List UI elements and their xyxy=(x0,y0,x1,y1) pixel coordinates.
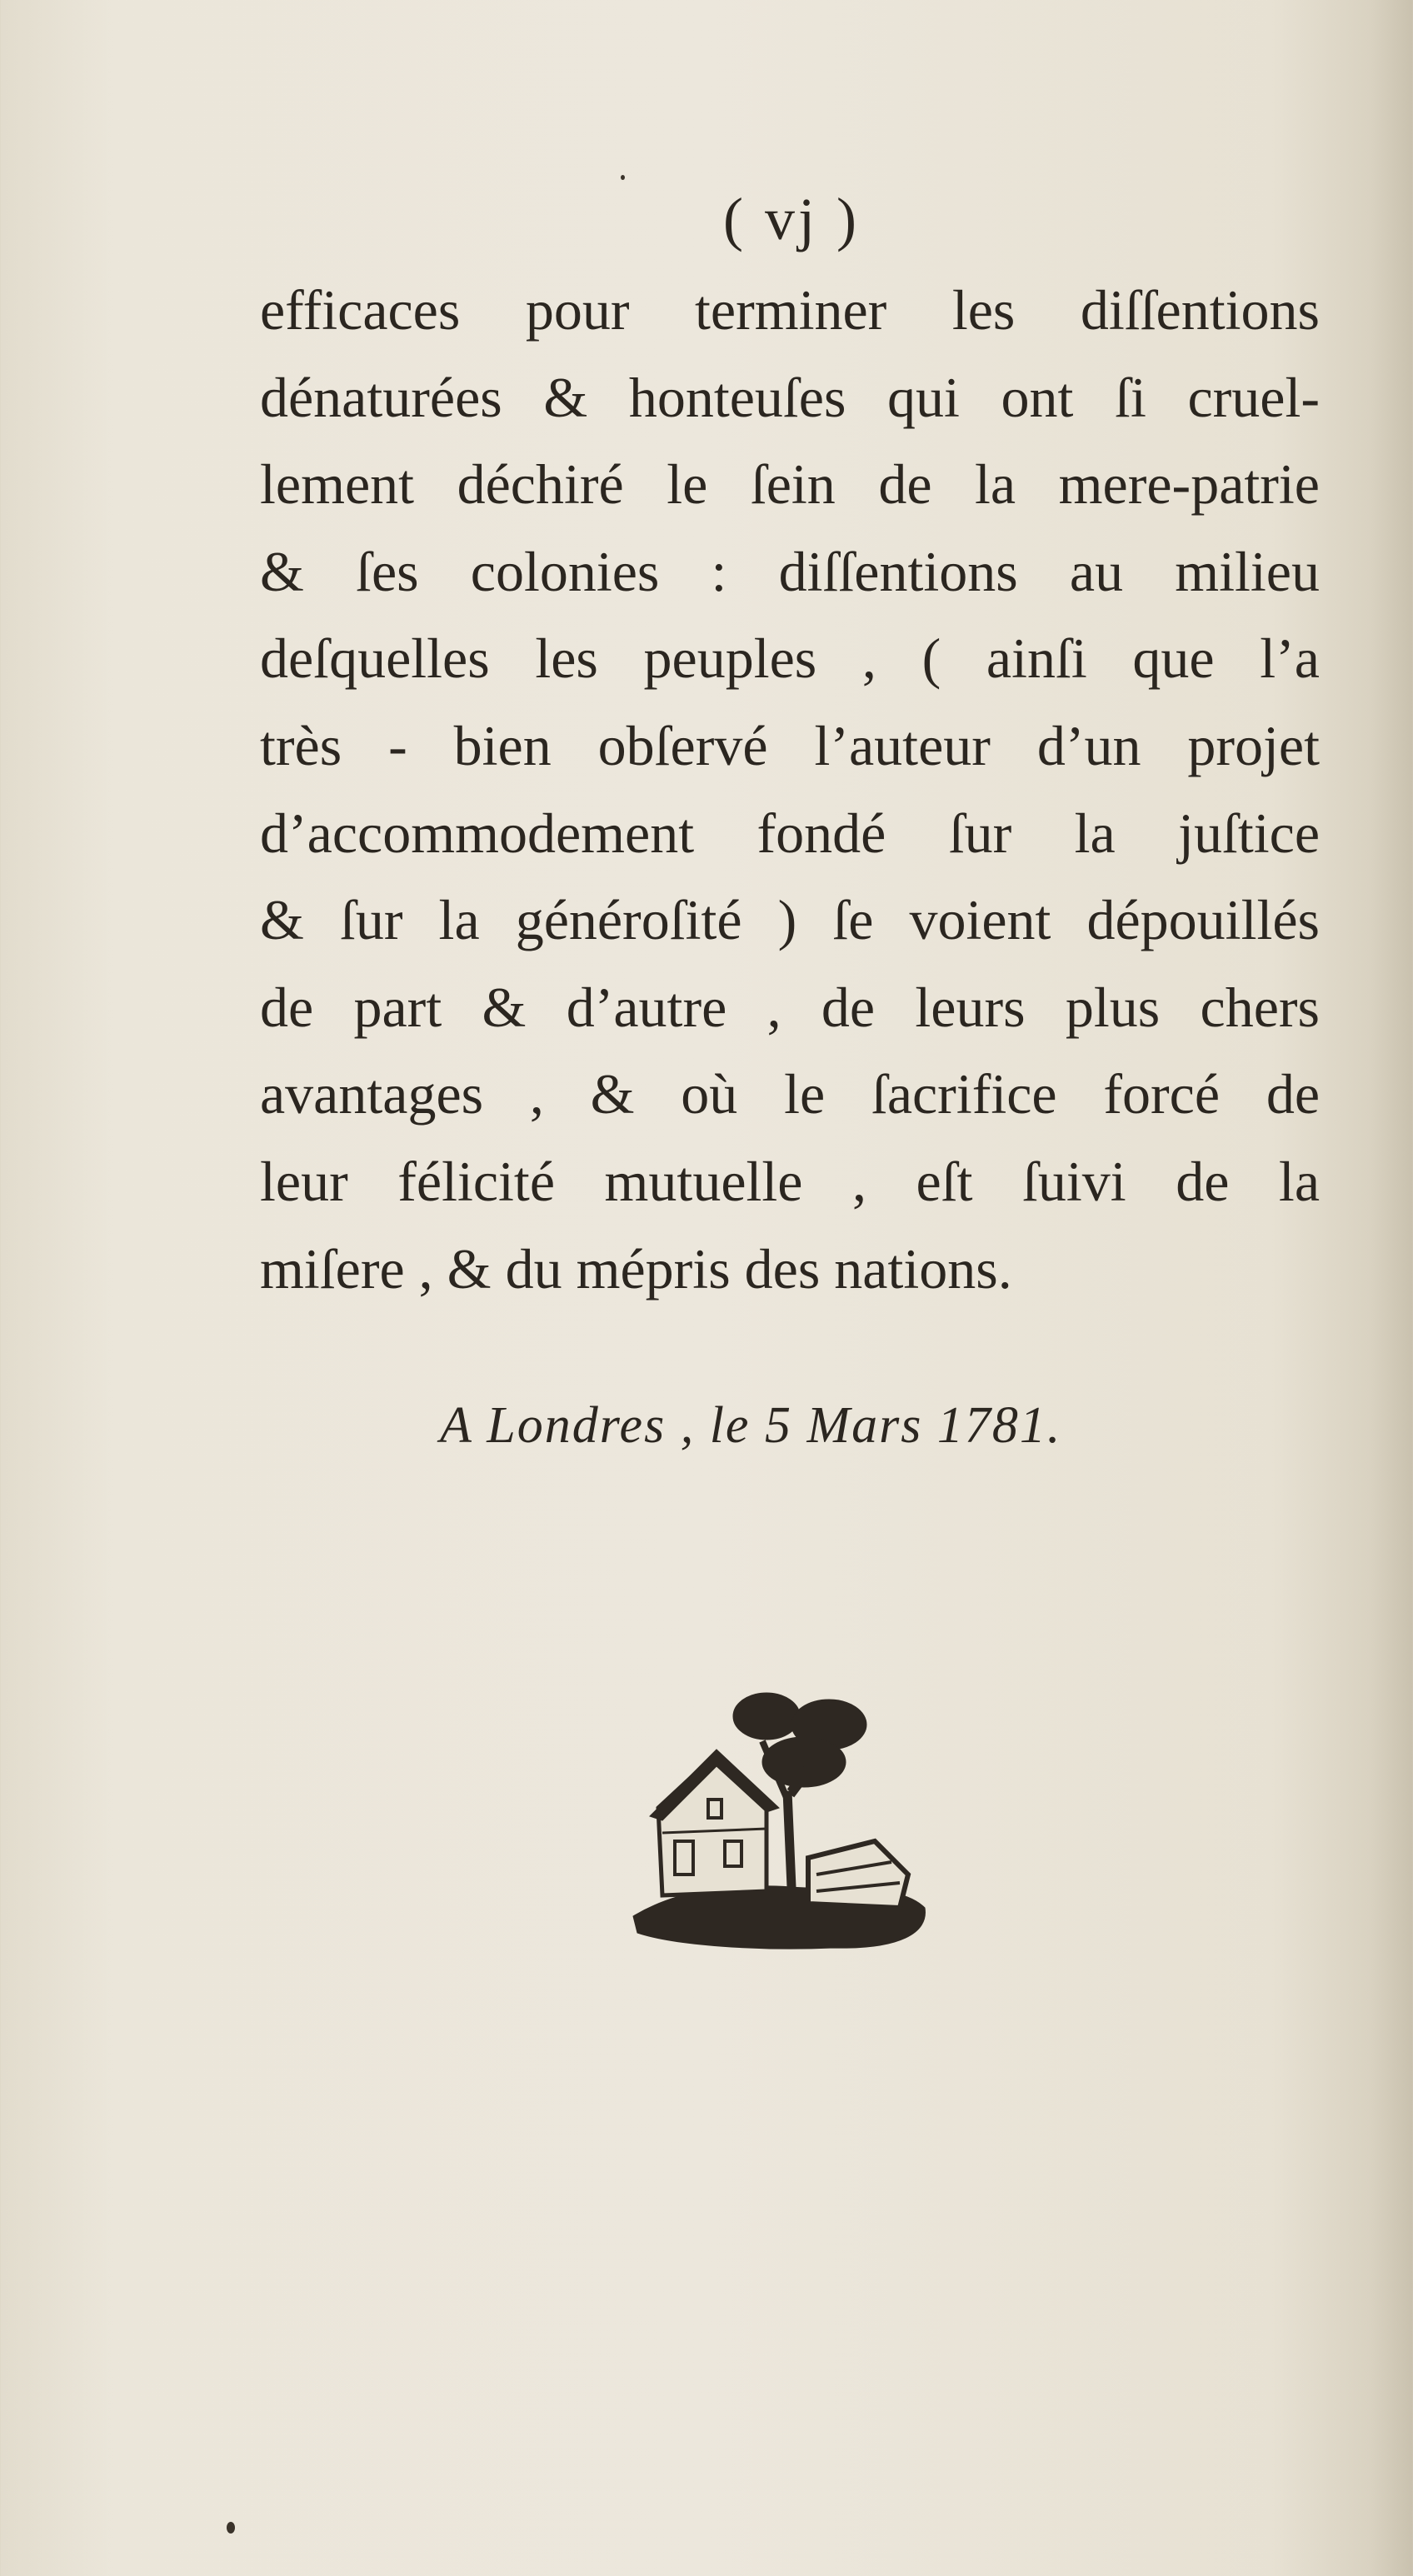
text-line: de part & d’autre , de leurs plus chers xyxy=(260,975,1320,1039)
text-line: très - bien obſervé l’auteur d’un projet xyxy=(260,713,1320,777)
text-line: avantages , & où le ſacrifice forcé de xyxy=(260,1062,1320,1126)
page-number: ( vj ) xyxy=(723,186,860,252)
text-line: dénaturées & honteuſes qui ont ſi cruel- xyxy=(260,365,1320,429)
ink-speck xyxy=(621,175,625,180)
text-line: deſquelles les peuples , ( ainſi que l’a xyxy=(260,627,1320,691)
text-line: leur félicité mutuelle , eſt ſuivi de la xyxy=(260,1149,1320,1213)
ink-speck xyxy=(227,2522,235,2534)
text-line: miſere , & du mépris des nations. xyxy=(260,1236,1012,1300)
body-text xyxy=(260,267,1320,1312)
text-line: efficaces pour terminer les diſſentions xyxy=(260,278,1320,342)
text-line: & ſur la généroſité ) ſe voient dépouillés xyxy=(260,888,1320,952)
woodcut-vignette-icon xyxy=(625,1683,933,1958)
text-line: d’accommodement fondé ſur la juſtice xyxy=(260,801,1320,865)
text-line: lement déchiré le ſein de la mere-patrie xyxy=(260,452,1320,517)
dateline: A Londres , le 5 Mars 1781. xyxy=(440,1397,1062,1454)
text-line: & ſes colonies : diſſentions au milieu xyxy=(260,539,1320,603)
